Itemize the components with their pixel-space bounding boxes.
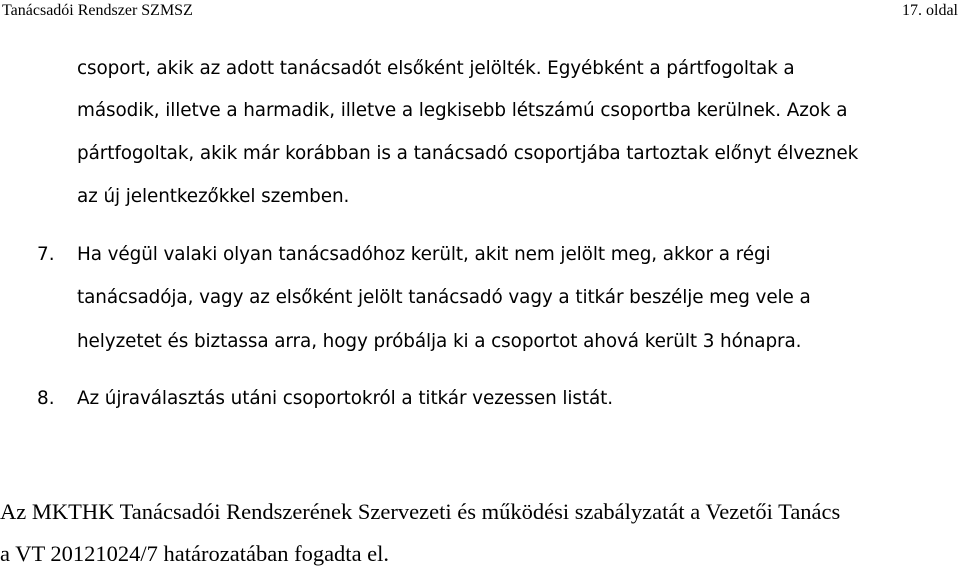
footer-line: a VT 20121024/7 határozatában fogadta el. <box>0 541 390 566</box>
paragraph-line: pártfogoltak, akik már korábban is a tanácsadó csoportjába tartoztak előnyt élveznek <box>77 143 859 164</box>
list-item-number: 7. <box>37 244 55 265</box>
list-item-number: 8. <box>37 388 55 409</box>
list-item-line: Az újraválasztás utáni csoportokról a titkár vezessen listát. <box>77 388 614 409</box>
footer-line: Az MKTHK Tanácsadói Rendszerének Szervezeti és működési szabályzatát a Vezetői Tanács <box>0 499 841 524</box>
paragraph-line: második, illetve a harmadik, illetve a legkisebb létszámú csoportba kerülnek. Azok a <box>77 100 848 121</box>
paragraph-line: az új jelentkezőkkel szemben. <box>77 186 350 207</box>
list-item-line: Ha végül valaki olyan tanácsadóhoz került, akit nem jelölt meg, akkor a régi <box>77 244 771 265</box>
list-item-line: helyzetet és biztassa arra, hogy próbálja ki a csoportot ahová került 3 hónapra. <box>77 331 802 352</box>
page-number: 17. oldal <box>902 2 958 19</box>
list-item-line: tanácsadója, vagy az elsőként jelölt tanácsadó vagy a titkár beszélje meg vele a <box>77 287 811 308</box>
header-title: Tanácsadói Rendszer SZMSZ <box>2 2 193 19</box>
paragraph-line: csoport, akik az adott tanácsadót elsőként jelölték. Egyébként a pártfogoltak a <box>77 58 795 79</box>
